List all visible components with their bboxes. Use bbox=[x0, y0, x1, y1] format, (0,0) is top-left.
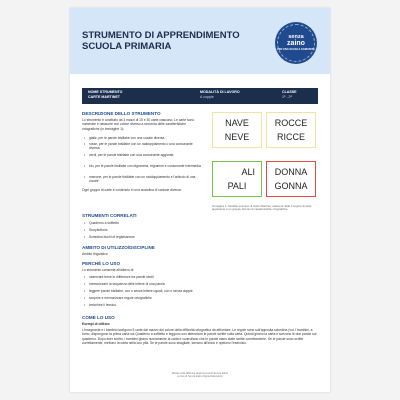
card-red bbox=[266, 161, 316, 197]
senza-zaino-logo bbox=[275, 22, 317, 64]
why-item-3: • leggere parole bisillabe, con o senza lettere uguali, con o senza doppie bbox=[89, 289, 299, 293]
description-item-2: • rosse, per le parole bisillabe con un raddoppiamento o una consonante diversa bbox=[89, 142, 202, 151]
description-item-4: • blu, per le parole bisillabe con digramma, trigrammi e consonante intermedia bbox=[89, 164, 202, 168]
footer-line-1: Ideato nella fabbrica degli strumenti Senza Zaino bbox=[171, 372, 229, 375]
how-subheading: Esempi di utilizzo bbox=[82, 322, 110, 326]
scope-heading: AMBITO DI UTILIZZO/DISCIPLINE bbox=[82, 245, 155, 250]
description-outro: Ogni gruppo di carte è contenuto in una scatolina di cartone diversa. bbox=[82, 188, 182, 192]
footer bbox=[150, 372, 250, 379]
card-yellow-1 bbox=[212, 112, 262, 148]
card-word-top: ALI bbox=[241, 167, 255, 177]
class-value: 1ª - 2ª bbox=[282, 94, 292, 99]
why-heading: PERCHÉ LO USO bbox=[82, 261, 121, 266]
class-block bbox=[282, 90, 297, 99]
how-heading: COME LO USO bbox=[82, 315, 115, 320]
why-item-5: • arricchire il lessico. bbox=[89, 303, 289, 307]
card-green bbox=[212, 161, 262, 197]
document-page bbox=[70, 8, 330, 392]
why-intro: Lo strumento consente all'allievo di: bbox=[82, 268, 135, 272]
tool-name-block bbox=[88, 90, 122, 99]
related-item-3: • Schedina buchi di registrazione bbox=[89, 235, 239, 239]
why-item-2: • memorizzare la sequenza delle lettere di una parola bbox=[89, 282, 289, 286]
related-heading: STRUMENTI CORRELATI bbox=[82, 213, 137, 218]
description-intro: Lo strumento è costituito da 3 mazzi di 15 e 30 carte ciascuno. Le carte sono numerate e riassunte con colore diverso a seconda delle caratteristiche ortografiche (in immagine 1): bbox=[82, 118, 195, 131]
how-text: L'insegnante e i bambini scelgono 5 carte dal mazzo del colore della difficoltà ortografica da affrontare. Le regole sono sull'apposita schedina (vol. I bambini, a turno, dispongono la prima carta sul Quaderno a soffietto e leggono con attenzione le parole scritte sulla carta. Quindi girano la carta e scrivono le due parole sul quaderno. Dopo aver scritto, i bambini girano nuovamente la carta e controllano che le parole siano state scritte correttamente. Se le parole sono scritte correttamente, mettono la carta nella loro pila. Se le parole sono sbagliate, tornano all'inizio e ripetono l'esercizio. bbox=[82, 328, 317, 346]
info-bar bbox=[82, 88, 318, 104]
scope-text: Ambito linguistico bbox=[82, 252, 108, 256]
tool-value: CARTE MARTINET bbox=[88, 94, 120, 99]
related-item-1: • Quaderno a soffietto bbox=[89, 221, 239, 225]
mode-label: MODALITÀ DI LAVORO bbox=[200, 90, 240, 94]
mode-value: A coppie bbox=[200, 94, 214, 99]
card-word-top: DONNA bbox=[274, 167, 308, 177]
why-item-1: • osservare bene le differenze tra parole simili bbox=[89, 275, 289, 279]
card-word-bottom: RICCE bbox=[276, 132, 305, 142]
title-line-1: STRUMENTO DI APPRENDIMENTO bbox=[82, 30, 240, 41]
description-heading: DESCRIZIONE DELLO STRUMENTO bbox=[82, 111, 161, 116]
logo-word-2: zaino bbox=[287, 40, 305, 47]
logo-word-1: senza bbox=[288, 34, 304, 40]
card-word-top: ROCCE bbox=[274, 118, 308, 128]
title-line-2: SCUOLA PRIMARIA bbox=[82, 41, 172, 52]
work-mode-block bbox=[200, 90, 240, 99]
class-label: CLASSE bbox=[282, 90, 297, 94]
tool-label: NOME STRUMENTO bbox=[88, 90, 123, 94]
header-banner bbox=[70, 8, 330, 74]
description-item-1: • gialle, per le parole bisillabe con una vocale diversa bbox=[89, 136, 202, 140]
why-item-4: • scoprire e memorizzare regole ortografiche bbox=[89, 296, 289, 300]
logo-tagline: PER UNA SCUOLA COMUNITÀ bbox=[277, 48, 315, 51]
card-word-bottom: NEVE bbox=[224, 132, 250, 142]
card-word-bottom: PALI bbox=[227, 181, 247, 191]
cards-caption: Immagine 1: Modello esempio di Carte Martinet, ciascuna delle 4 coppie di carte appartiene a un gruppo diverso di caratteristiche ortografiche. bbox=[212, 204, 312, 212]
card-yellow-2 bbox=[266, 112, 316, 148]
document-title bbox=[82, 30, 257, 52]
footer-line-2: a cura di Senza Zaino Digital Education bbox=[177, 375, 223, 379]
related-item-2: • Storybuttons bbox=[89, 228, 239, 232]
logo-text bbox=[275, 34, 317, 51]
description-item-5: • marrone, per le parole bisillabe con un raddoppiamento e l'articolo di una vocale bbox=[89, 175, 202, 184]
card-word-top: NAVE bbox=[225, 118, 249, 128]
description-item-3: • verdi, per le parole bisillabe con una consonante aggiunta bbox=[89, 153, 202, 157]
card-word-bottom: GONNA bbox=[274, 181, 308, 191]
